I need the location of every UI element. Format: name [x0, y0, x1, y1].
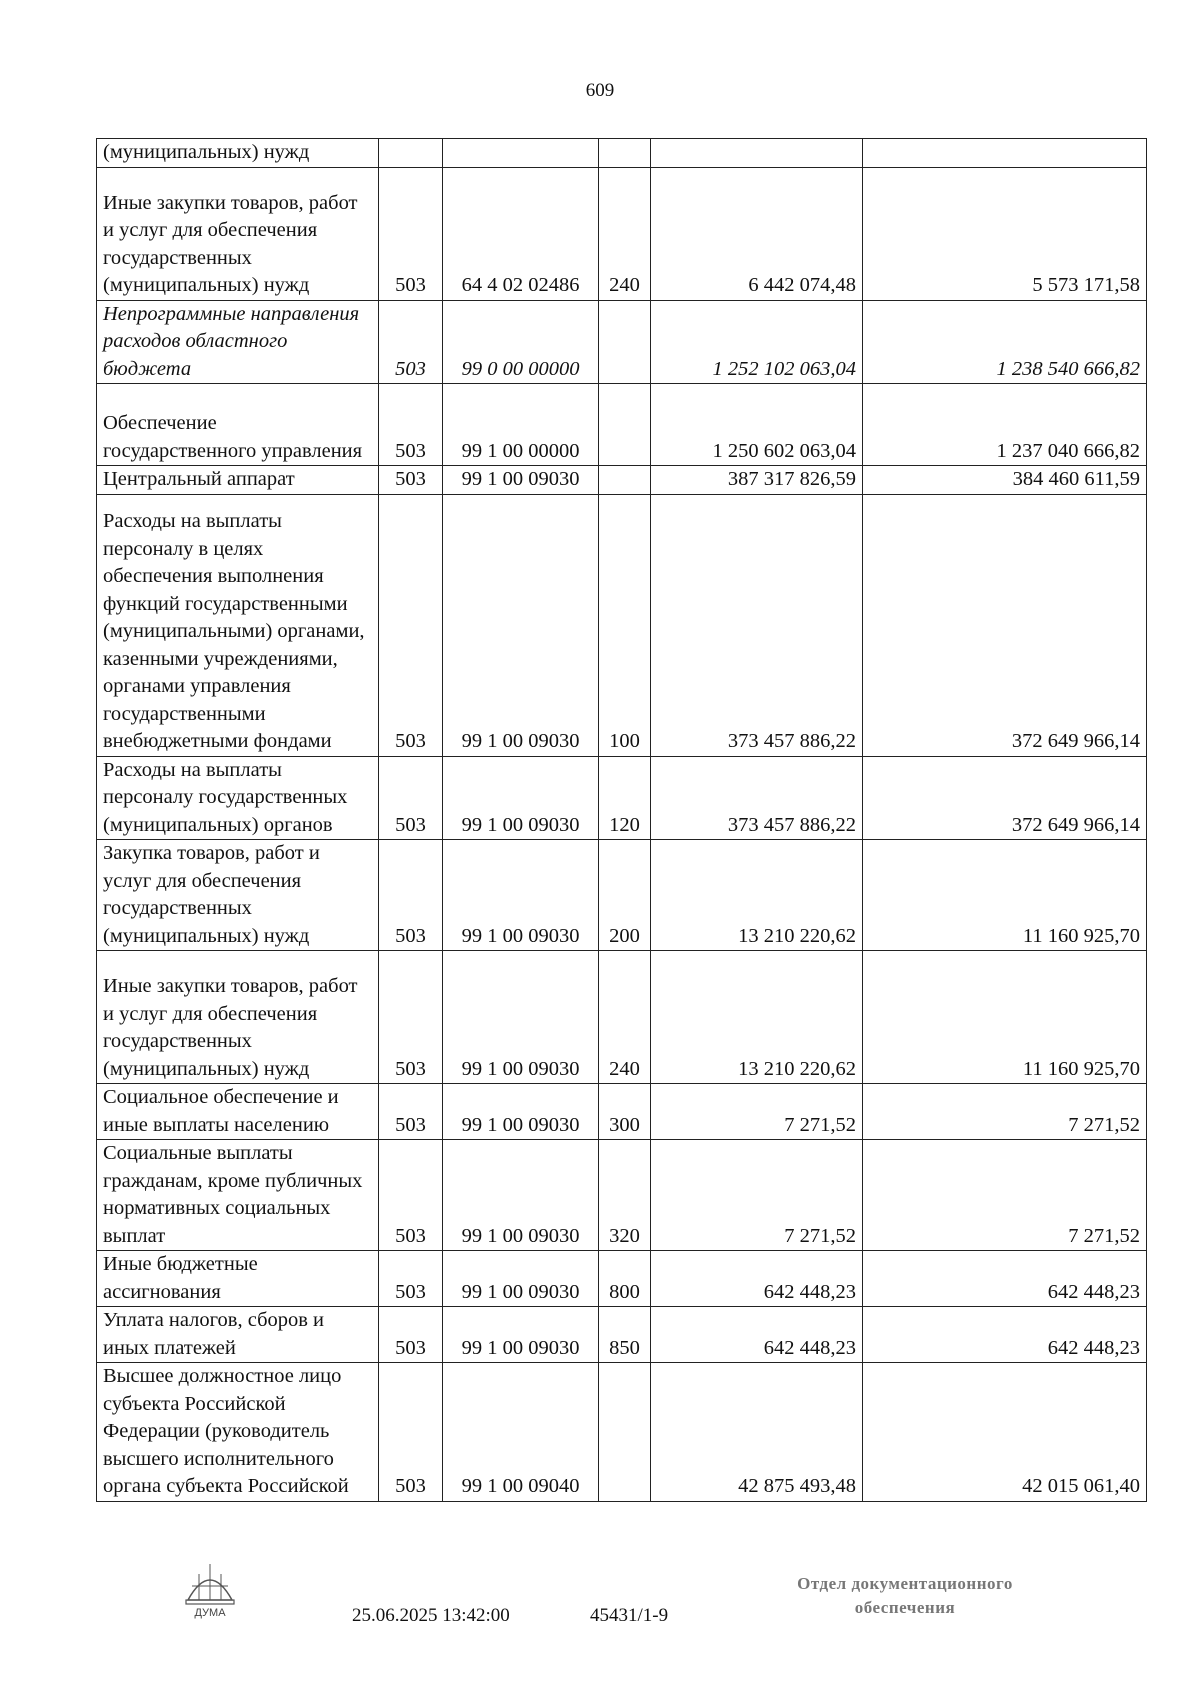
expense-kind-code — [599, 139, 651, 168]
target-article-code: 99 1 00 09030 — [443, 1140, 599, 1251]
amount-actual: 372 649 966,14 — [863, 494, 1147, 756]
table-row — [97, 466, 1147, 495]
amount-plan: 373 457 886,22 — [651, 756, 863, 840]
expense-name: (муниципальных) нужд — [97, 139, 379, 168]
expense-name: Социальное обеспечение и иные выплаты населению — [97, 1084, 379, 1140]
section-code: 503 — [379, 466, 443, 495]
table-row — [97, 756, 1147, 840]
target-article-code: 99 1 00 09030 — [443, 1307, 599, 1363]
expense-name: Расходы на выплаты персоналу государственных (муниципальных) органов — [97, 756, 379, 840]
expense-kind-code — [599, 300, 651, 384]
section-code: 503 — [379, 1084, 443, 1140]
amount-actual: 7 271,52 — [863, 1140, 1147, 1251]
table-row — [97, 1307, 1147, 1363]
target-article-code: 99 1 00 09030 — [443, 1084, 599, 1140]
section-code: 503 — [379, 840, 443, 951]
target-article-code: 64 4 02 02486 — [443, 167, 599, 300]
expense-kind-code: 200 — [599, 840, 651, 951]
document-code: 45431/1-9 — [590, 1605, 669, 1626]
expense-name: Социальные выплаты гражданам, кроме публичных нормативных социальных выплат — [97, 1140, 379, 1251]
amount-plan: 1 252 102 063,04 — [651, 300, 863, 384]
target-article-code: 99 1 00 00000 — [443, 384, 599, 466]
target-article-code — [443, 139, 599, 168]
budget-table-body — [97, 139, 1147, 1502]
amount-actual — [863, 139, 1147, 168]
page-number: 609 — [585, 80, 615, 101]
amount-plan: 642 448,23 — [651, 1251, 863, 1307]
expense-kind-code: 300 — [599, 1084, 651, 1140]
amount-plan: 373 457 886,22 — [651, 494, 863, 756]
stamp-line: Отдел документационного — [797, 1574, 1013, 1593]
section-code: 503 — [379, 494, 443, 756]
target-article-code: 99 1 00 09030 — [443, 951, 599, 1084]
expense-name: Иные бюджетные ассигнования — [97, 1251, 379, 1307]
expense-kind-code: 120 — [599, 756, 651, 840]
target-article-code: 99 1 00 09030 — [443, 494, 599, 756]
section-code: 503 — [379, 1140, 443, 1251]
expense-name: Уплата налогов, сборов и иных платежей — [97, 1307, 379, 1363]
table-row — [97, 1363, 1147, 1502]
table-row — [97, 494, 1147, 756]
amount-plan: 7 271,52 — [651, 1140, 863, 1251]
duma-logo-text: ДУМА — [194, 1607, 226, 1619]
amount-plan — [651, 139, 863, 168]
amount-actual: 372 649 966,14 — [863, 756, 1147, 840]
amount-actual: 42 015 061,40 — [863, 1363, 1147, 1502]
target-article-code: 99 1 00 09030 — [443, 1251, 599, 1307]
table-row — [97, 1140, 1147, 1251]
expense-kind-code: 240 — [599, 951, 651, 1084]
section-code: 503 — [379, 167, 443, 300]
amount-actual: 642 448,23 — [863, 1307, 1147, 1363]
expense-kind-code: 100 — [599, 494, 651, 756]
amount-actual: 1 238 540 666,82 — [863, 300, 1147, 384]
amount-plan: 42 875 493,48 — [651, 1363, 863, 1502]
expense-kind-code: 850 — [599, 1307, 651, 1363]
expense-kind-code: 240 — [599, 167, 651, 300]
expense-name: Обеспечение государственного управления — [97, 384, 379, 466]
expense-name: Иные закупки товаров, работ и услуг для обеспечения государственных (муниципальных) нужд — [97, 951, 379, 1084]
stamp-line: обеспечения — [854, 1598, 956, 1617]
amount-plan: 642 448,23 — [651, 1307, 863, 1363]
amount-plan: 13 210 220,62 — [651, 840, 863, 951]
amount-plan: 13 210 220,62 — [651, 951, 863, 1084]
section-code: 503 — [379, 1363, 443, 1502]
expense-kind-code: 320 — [599, 1140, 651, 1251]
amount-actual: 11 160 925,70 — [863, 951, 1147, 1084]
target-article-code: 99 1 00 09030 — [443, 840, 599, 951]
amount-plan: 1 250 602 063,04 — [651, 384, 863, 466]
target-article-code: 99 1 00 09030 — [443, 756, 599, 840]
target-article-code: 99 1 00 09030 — [443, 466, 599, 495]
table-row — [97, 167, 1147, 300]
expense-name: Расходы на выплаты персоналу в целях обеспечения выполнения функций государственными (муниципальными) органами, казенными учреждениями, органами управления государственными внебюджетными фондами — [97, 494, 379, 756]
expense-name: Непрограммные направления расходов областного бюджета — [97, 300, 379, 384]
department-stamp — [760, 1572, 1050, 1620]
section-code: 503 — [379, 951, 443, 1084]
amount-plan: 6 442 074,48 — [651, 167, 863, 300]
section-code: 503 — [379, 300, 443, 384]
section-code: 503 — [379, 1307, 443, 1363]
table-row — [97, 840, 1147, 951]
table-row — [97, 139, 1147, 168]
amount-actual: 11 160 925,70 — [863, 840, 1147, 951]
duma-logo — [182, 1558, 238, 1620]
table-row — [97, 384, 1147, 466]
amount-plan: 7 271,52 — [651, 1084, 863, 1140]
section-code — [379, 139, 443, 168]
section-code: 503 — [379, 1251, 443, 1307]
section-code: 503 — [379, 756, 443, 840]
section-code: 503 — [379, 384, 443, 466]
expense-kind-code: 800 — [599, 1251, 651, 1307]
expense-name: Центральный аппарат — [97, 466, 379, 495]
amount-actual: 1 237 040 666,82 — [863, 384, 1147, 466]
expense-name: Закупка товаров, работ и услуг для обеспечения государственных (муниципальных) нужд — [97, 840, 379, 951]
table-row — [97, 1084, 1147, 1140]
expense-kind-code — [599, 384, 651, 466]
amount-plan: 387 317 826,59 — [651, 466, 863, 495]
footer-date: 25.06.2025 13:42:00 — [352, 1605, 510, 1626]
expense-kind-code — [599, 1363, 651, 1502]
expense-name: Иные закупки товаров, работ и услуг для обеспечения государственных (муниципальных) нужд — [97, 167, 379, 300]
budget-table — [96, 138, 1147, 1502]
amount-actual: 642 448,23 — [863, 1251, 1147, 1307]
table-row — [97, 1251, 1147, 1307]
amount-actual: 7 271,52 — [863, 1084, 1147, 1140]
table-row — [97, 951, 1147, 1084]
target-article-code: 99 1 00 09040 — [443, 1363, 599, 1502]
expense-name: Высшее должностное лицо субъекта Российской Федерации (руководитель высшего исполнительного органа субъекта Российской — [97, 1363, 379, 1502]
amount-actual: 384 460 611,59 — [863, 466, 1147, 495]
target-article-code: 99 0 00 00000 — [443, 300, 599, 384]
expense-kind-code — [599, 466, 651, 495]
amount-actual: 5 573 171,58 — [863, 167, 1147, 300]
table-row — [97, 300, 1147, 384]
